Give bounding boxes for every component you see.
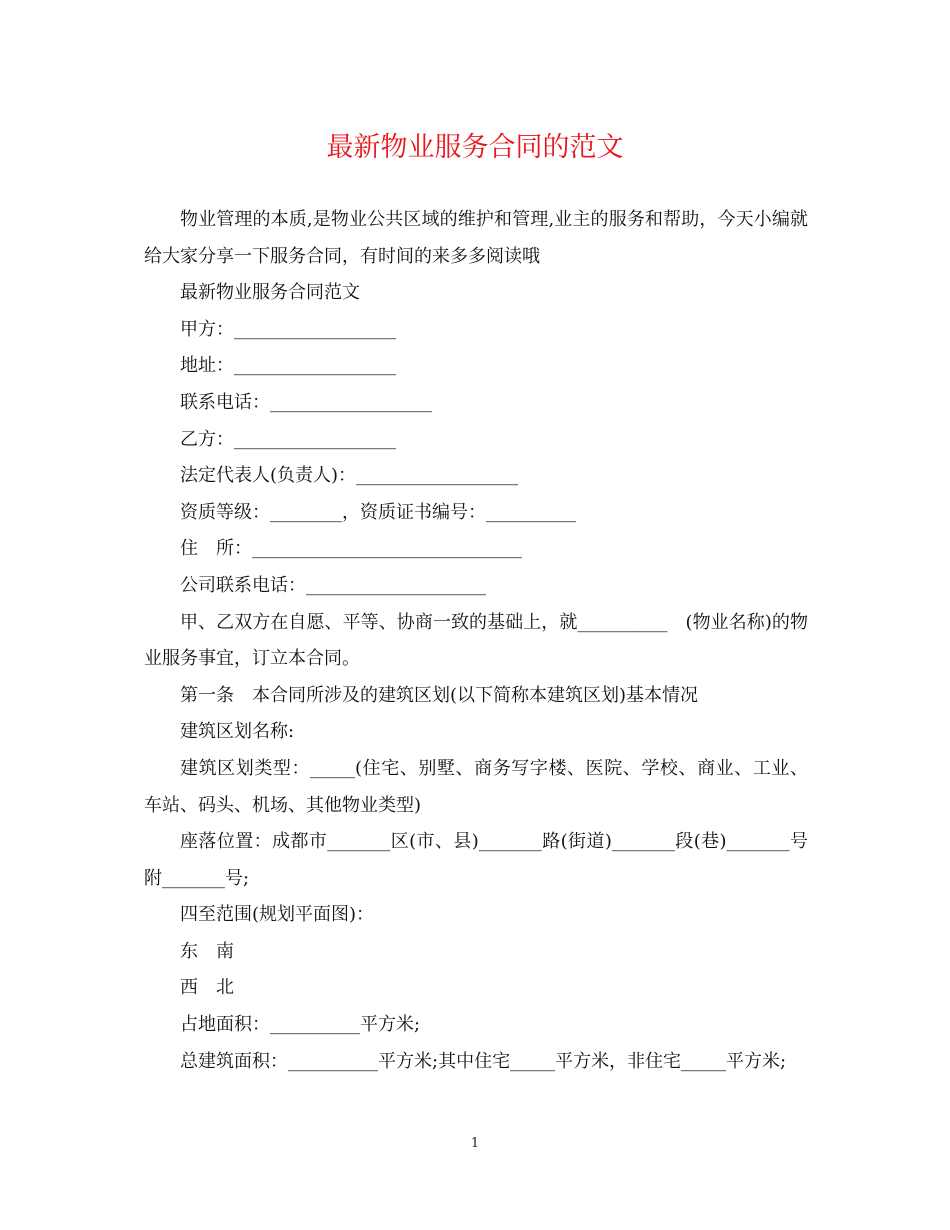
intro-paragraph: 物业管理的本质,是物业公共区域的维护和管理,业主的服务和帮助，今天小编就给大家分享一下服务合同，有时间的来多多阅读哦 <box>144 209 808 267</box>
residence-field: 住 所：______________________________ <box>180 538 522 560</box>
qualification-field: 资质等级：________，资质证书编号：__________ <box>180 501 576 523</box>
address-field: 地址：__________________ <box>180 355 396 377</box>
land-area-field: 占地面积：__________平方米; <box>180 1014 421 1036</box>
contract-heading: 最新物业服务合同范文 <box>180 282 360 304</box>
boundary-east-south: 东 南 <box>180 940 234 962</box>
article-one-heading: 第一条 本合同所涉及的建筑区划(以下简称本建筑区划)基本情况 <box>180 684 699 706</box>
party-a-field: 甲方：__________________ <box>180 318 396 340</box>
phone-field: 联系电话：__________________ <box>180 391 432 413</box>
document-body <box>144 202 808 1080</box>
area-name-field: 建筑区划名称: <box>180 721 295 743</box>
boundary-heading: 四至范围(规划平面图)： <box>180 904 375 926</box>
legal-rep-field: 法定代表人(负责人)：__________________ <box>180 465 519 487</box>
page-number: 1 <box>470 1136 480 1151</box>
boundary-west-north: 西 北 <box>180 977 234 999</box>
company-phone-field: 公司联系电话：____________________ <box>180 574 486 596</box>
area-type-field: 建筑区划类型：_____(住宅、别墅、商务写字楼、医院、学校、商业、工业、车站、码头、机场、其他物业类型) <box>144 757 808 816</box>
building-area-field: 总建筑面积：__________平方米;其中住宅_____平方米，非住宅_____平方米; <box>180 1050 787 1072</box>
location-field: 座落位置：成都市_______区(市、县)_______路(街道)_______段(巷)_______号附_______号; <box>144 831 808 889</box>
page-title: 最新物业服务合同的范文 <box>326 132 624 163</box>
agreement-paragraph: 甲、乙双方在自愿、平等、协商一致的基础上，就__________ (物业名称)的物业服务事宜，订立本合同。 <box>144 611 808 670</box>
party-b-field: 乙方：__________________ <box>180 428 396 450</box>
